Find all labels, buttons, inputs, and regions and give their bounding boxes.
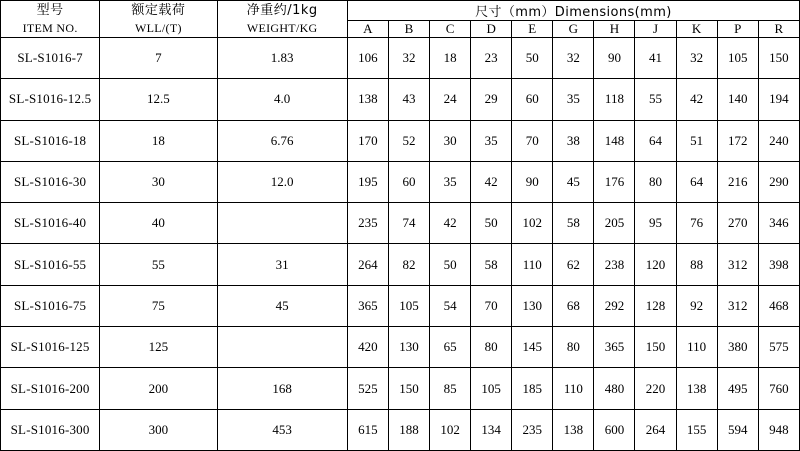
cell-dim-d: 42 (471, 161, 512, 202)
cell-wll: 18 (100, 120, 217, 161)
cell-dim-a: 420 (347, 327, 388, 368)
table-row (1, 120, 800, 161)
cell-dim-p: 216 (717, 161, 758, 202)
cell-model: SL-S1016-300 (1, 409, 100, 450)
cell-wll: 30 (100, 161, 217, 202)
cell-dim-p: 140 (717, 79, 758, 120)
header-dim-d: D (471, 21, 512, 38)
cell-weight: 168 (217, 368, 347, 409)
header-dim-j: J (635, 21, 676, 38)
cell-dim-b: 82 (388, 244, 429, 285)
cell-wll: 55 (100, 244, 217, 285)
cell-dim-a: 264 (347, 244, 388, 285)
cell-dim-h: 176 (594, 161, 635, 202)
cell-model: SL-S1016-75 (1, 285, 100, 326)
cell-dim-g: 62 (553, 244, 594, 285)
cell-wll: 125 (100, 327, 217, 368)
cell-dim-h: 238 (594, 244, 635, 285)
cell-wll: 200 (100, 368, 217, 409)
cell-dim-j: 120 (635, 244, 676, 285)
cell-dim-d: 29 (471, 79, 512, 120)
table-row (1, 327, 800, 368)
cell-dim-e: 102 (512, 203, 553, 244)
cell-dim-a: 365 (347, 285, 388, 326)
cell-dim-k: 110 (676, 327, 717, 368)
table-body (1, 38, 800, 451)
cell-dim-r: 948 (758, 409, 799, 450)
cell-dim-b: 74 (388, 203, 429, 244)
cell-wll: 7 (100, 38, 217, 79)
cell-dim-r: 240 (758, 120, 799, 161)
cell-dim-j: 220 (635, 368, 676, 409)
cell-dim-a: 106 (347, 38, 388, 79)
cell-dim-b: 32 (388, 38, 429, 79)
cell-dim-k: 42 (676, 79, 717, 120)
cell-weight: 45 (217, 285, 347, 326)
cell-dim-j: 95 (635, 203, 676, 244)
header-model-en: ITEM NO. (22, 20, 78, 35)
cell-dim-k: 88 (676, 244, 717, 285)
header-dim-h: H (594, 21, 635, 38)
cell-dim-j: 41 (635, 38, 676, 79)
cell-dim-c: 18 (430, 38, 471, 79)
table-header (1, 1, 800, 38)
cell-dim-e: 90 (512, 161, 553, 202)
cell-weight: 453 (217, 409, 347, 450)
cell-dim-c: 24 (430, 79, 471, 120)
cell-dim-h: 118 (594, 79, 635, 120)
header-dim-b: B (388, 21, 429, 38)
header-dim-r: R (758, 21, 799, 38)
table-row (1, 38, 800, 79)
cell-dim-e: 50 (512, 38, 553, 79)
cell-dim-e: 235 (512, 409, 553, 450)
header-model (1, 1, 100, 38)
cell-dim-p: 312 (717, 285, 758, 326)
cell-dim-a: 195 (347, 161, 388, 202)
cell-dim-j: 150 (635, 327, 676, 368)
header-dimensions-label: 尺寸（mm）Dimensions(mm) (475, 5, 672, 20)
cell-dim-e: 70 (512, 120, 553, 161)
cell-dim-r: 194 (758, 79, 799, 120)
cell-dim-c: 85 (430, 368, 471, 409)
cell-dim-j: 55 (635, 79, 676, 120)
cell-wll: 300 (100, 409, 217, 450)
cell-model: SL-S1016-55 (1, 244, 100, 285)
cell-dim-k: 138 (676, 368, 717, 409)
header-dim-c: C (430, 21, 471, 38)
cell-weight: 1.83 (217, 38, 347, 79)
cell-dim-a: 138 (347, 79, 388, 120)
header-weight-en: WEIGHT/KG (246, 20, 318, 35)
cell-dim-e: 185 (512, 368, 553, 409)
header-wll-en: WLL/(T) (135, 20, 182, 35)
cell-dim-g: 80 (553, 327, 594, 368)
cell-weight: 31 (217, 244, 347, 285)
cell-dim-d: 23 (471, 38, 512, 79)
cell-dim-j: 264 (635, 409, 676, 450)
cell-dim-j: 64 (635, 120, 676, 161)
cell-dim-p: 172 (717, 120, 758, 161)
table-row (1, 161, 800, 202)
cell-dim-b: 150 (388, 368, 429, 409)
table-row (1, 244, 800, 285)
cell-dim-r: 290 (758, 161, 799, 202)
cell-weight (217, 327, 347, 368)
cell-dim-d: 105 (471, 368, 512, 409)
cell-dim-h: 365 (594, 327, 635, 368)
cell-model: SL-S1016-7 (1, 38, 100, 79)
cell-weight: 6.76 (217, 120, 347, 161)
cell-dim-a: 615 (347, 409, 388, 450)
cell-dim-h: 480 (594, 368, 635, 409)
cell-dim-r: 468 (758, 285, 799, 326)
cell-dim-p: 105 (717, 38, 758, 79)
cell-dim-k: 92 (676, 285, 717, 326)
cell-dim-e: 130 (512, 285, 553, 326)
cell-dim-a: 235 (347, 203, 388, 244)
header-dim-g: G (553, 21, 594, 38)
header-dim-p: P (717, 21, 758, 38)
cell-dim-d: 35 (471, 120, 512, 161)
header-dimensions-group (347, 1, 799, 21)
cell-dim-h: 205 (594, 203, 635, 244)
cell-dim-g: 68 (553, 285, 594, 326)
header-wll-cjk: 额定载荷 (131, 3, 186, 19)
table-row (1, 409, 800, 450)
cell-dim-h: 600 (594, 409, 635, 450)
cell-dim-b: 60 (388, 161, 429, 202)
cell-dim-e: 145 (512, 327, 553, 368)
cell-dim-b: 188 (388, 409, 429, 450)
cell-dim-c: 30 (430, 120, 471, 161)
cell-dim-g: 32 (553, 38, 594, 79)
header-dim-e: E (512, 21, 553, 38)
cell-dim-d: 58 (471, 244, 512, 285)
cell-dim-p: 312 (717, 244, 758, 285)
cell-model: SL-S1016-200 (1, 368, 100, 409)
header-row-group (1, 1, 800, 21)
cell-dim-d: 70 (471, 285, 512, 326)
cell-dim-j: 80 (635, 161, 676, 202)
cell-dim-k: 51 (676, 120, 717, 161)
cell-dim-g: 35 (553, 79, 594, 120)
header-dim-a: A (347, 21, 388, 38)
cell-dim-g: 45 (553, 161, 594, 202)
cell-dim-c: 102 (430, 409, 471, 450)
cell-model: SL-S1016-30 (1, 161, 100, 202)
cell-dim-b: 130 (388, 327, 429, 368)
cell-dim-r: 575 (758, 327, 799, 368)
cell-dim-h: 148 (594, 120, 635, 161)
cell-weight: 4.0 (217, 79, 347, 120)
cell-dim-d: 80 (471, 327, 512, 368)
cell-weight: 12.0 (217, 161, 347, 202)
cell-dim-k: 155 (676, 409, 717, 450)
header-model-cjk: 型号 (36, 3, 64, 19)
table-row (1, 79, 800, 120)
table-row (1, 368, 800, 409)
cell-dim-b: 43 (388, 79, 429, 120)
cell-dim-p: 594 (717, 409, 758, 450)
cell-dim-c: 35 (430, 161, 471, 202)
header-dim-k: K (676, 21, 717, 38)
cell-dim-r: 150 (758, 38, 799, 79)
cell-dim-j: 128 (635, 285, 676, 326)
cell-dim-p: 270 (717, 203, 758, 244)
table-row (1, 203, 800, 244)
cell-dim-k: 64 (676, 161, 717, 202)
header-wll (100, 1, 217, 38)
cell-dim-b: 52 (388, 120, 429, 161)
cell-dim-c: 65 (430, 327, 471, 368)
cell-dim-g: 58 (553, 203, 594, 244)
header-weight-cjk: 净重约/1kg (246, 3, 318, 19)
cell-dim-k: 76 (676, 203, 717, 244)
cell-dim-g: 110 (553, 368, 594, 409)
cell-dim-c: 54 (430, 285, 471, 326)
header-weight (217, 1, 347, 38)
cell-dim-p: 495 (717, 368, 758, 409)
cell-dim-e: 110 (512, 244, 553, 285)
cell-model: SL-S1016-18 (1, 120, 100, 161)
cell-weight (217, 203, 347, 244)
cell-dim-r: 760 (758, 368, 799, 409)
cell-dim-g: 138 (553, 409, 594, 450)
cell-dim-b: 105 (388, 285, 429, 326)
cell-dim-a: 525 (347, 368, 388, 409)
cell-dim-c: 42 (430, 203, 471, 244)
cell-dim-h: 90 (594, 38, 635, 79)
cell-dim-g: 38 (553, 120, 594, 161)
cell-model: SL-S1016-40 (1, 203, 100, 244)
table-row (1, 285, 800, 326)
cell-dim-p: 380 (717, 327, 758, 368)
cell-wll: 75 (100, 285, 217, 326)
cell-model: SL-S1016-12.5 (1, 79, 100, 120)
cell-dim-c: 50 (430, 244, 471, 285)
cell-dim-d: 134 (471, 409, 512, 450)
cell-model: SL-S1016-125 (1, 327, 100, 368)
cell-dim-a: 170 (347, 120, 388, 161)
cell-wll: 12.5 (100, 79, 217, 120)
cell-dim-r: 398 (758, 244, 799, 285)
cell-dim-r: 346 (758, 203, 799, 244)
cell-dim-d: 50 (471, 203, 512, 244)
cell-dim-k: 32 (676, 38, 717, 79)
cell-dim-h: 292 (594, 285, 635, 326)
cell-wll: 40 (100, 203, 217, 244)
cell-dim-e: 60 (512, 79, 553, 120)
